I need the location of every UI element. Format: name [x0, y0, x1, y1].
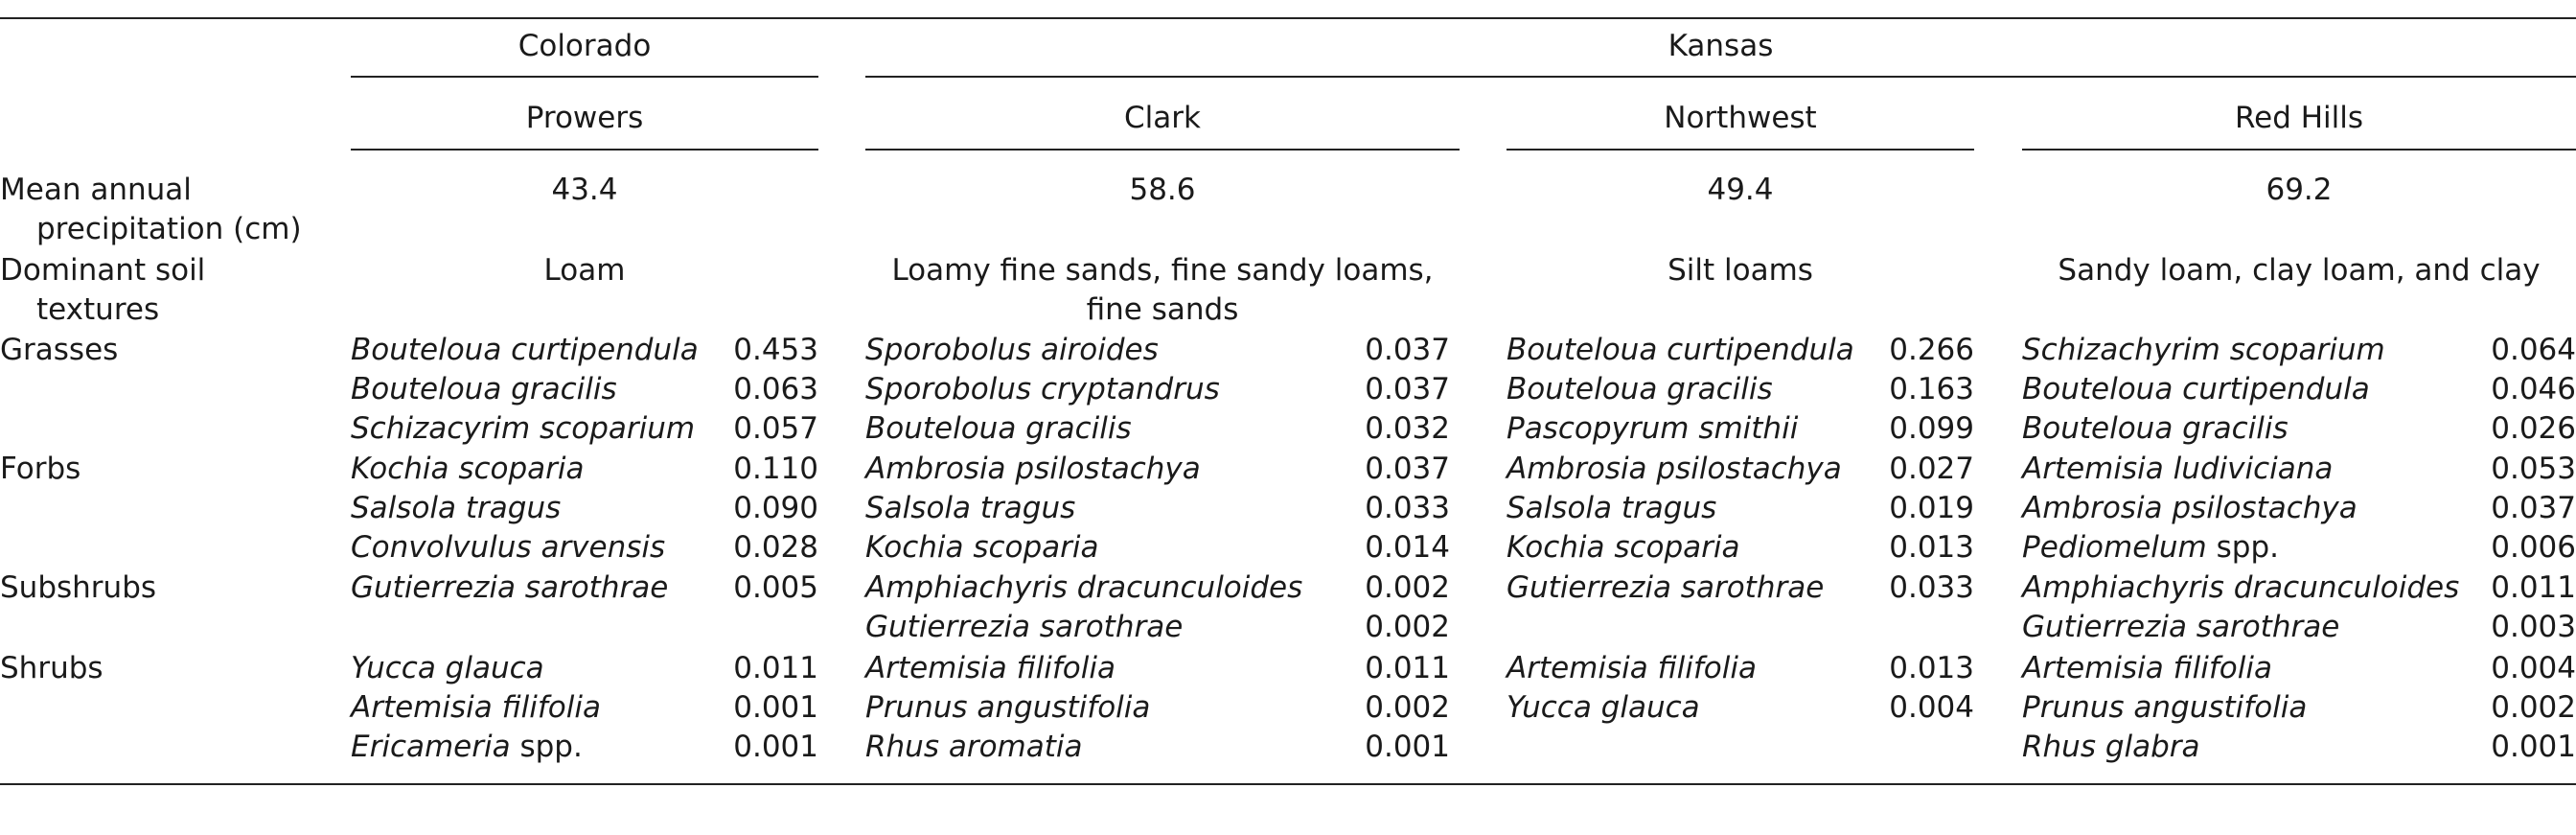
value-redhills-f3: 0.006	[2491, 530, 2576, 565]
value-prowers-g2: 0.063	[733, 372, 818, 406]
species-name: Artemisia filifolia	[2022, 651, 2272, 685]
species-clark-s2	[865, 608, 1183, 647]
species-northwest-s1	[1506, 568, 1824, 608]
value-clark-g1: 0.037	[1365, 333, 1450, 367]
site-header-redhills: Red Hills	[2234, 101, 2364, 135]
species-name: Artemisia filifolia	[1506, 651, 1757, 685]
species-spp-suffix: spp.	[2206, 530, 2279, 565]
species-clark-f1	[865, 450, 1201, 489]
species-name: Kochia scoparia	[351, 452, 585, 486]
species-name: Bouteloua gracilis	[1506, 372, 1773, 406]
species-name: Gutierrezia sarothrae	[1506, 570, 1825, 605]
species-redhills-f1	[2022, 450, 2333, 489]
species-northwest-f1	[1506, 450, 1842, 489]
precip-clark: 58.6	[1129, 173, 1196, 207]
row-label-shrubs: Shrubs	[0, 651, 104, 685]
row-label-subshrubs: Subshrubs	[0, 570, 157, 605]
species-name: Artemisia ludiviciana	[2022, 452, 2334, 486]
species-clark-h1	[865, 649, 1116, 688]
species-northwest-h2	[1506, 688, 1700, 728]
species-northwest-g3	[1506, 409, 1798, 449]
species-prowers-g3	[351, 409, 695, 449]
species-name: Artemisia filifolia	[351, 690, 601, 725]
value-clark-g2: 0.037	[1365, 372, 1450, 406]
value-redhills-s2: 0.003	[2491, 610, 2576, 644]
species-name: Ambrosia psilostachya	[865, 452, 1201, 486]
species-name: Bouteloua curtipendula	[2022, 372, 2370, 406]
species-name: Bouteloua curtipendula	[351, 333, 699, 367]
species-prowers-f2	[351, 489, 561, 528]
species-name: Yucca glauca	[1506, 690, 1700, 725]
value-northwest-f3: 0.013	[1889, 530, 1974, 565]
value-clark-s1: 0.002	[1365, 570, 1450, 605]
soil-northwest: Silt loams	[1668, 253, 1813, 288]
species-prowers-h2	[351, 688, 601, 728]
species-name: Kochia scoparia	[865, 530, 1099, 565]
species-redhills-g2	[2022, 370, 2370, 409]
species-northwest-g2	[1506, 370, 1773, 409]
species-name: Schizachyrim scoparium	[2022, 333, 2385, 367]
species-name: Rhus aromatia	[865, 730, 1083, 764]
species-name: Salsola tragus	[1506, 491, 1717, 525]
site-header-northwest: Northwest	[1664, 101, 1817, 135]
value-northwest-h1: 0.013	[1889, 651, 1974, 685]
top-rule	[0, 17, 2576, 19]
kansas-spanner-rule	[865, 76, 2576, 78]
species-name: Salsola tragus	[351, 491, 562, 525]
value-redhills-h2: 0.002	[2491, 690, 2576, 725]
species-name: Pediomelum	[2022, 530, 2207, 565]
species-redhills-h2	[2022, 688, 2307, 728]
value-prowers-f2: 0.090	[733, 491, 818, 525]
species-name: Ambrosia psilostachya	[1506, 452, 1842, 486]
species-name: Schizacyrim scoparium	[351, 411, 696, 446]
row-label-soil	[0, 251, 205, 330]
row-label-precipitation-line2: precipitation (cm)	[36, 212, 302, 246]
species-redhills-s2	[2022, 608, 2339, 647]
species-prowers-h3	[351, 728, 583, 767]
value-northwest-f2: 0.019	[1889, 491, 1974, 525]
precip-northwest: 49.4	[1707, 173, 1774, 207]
soil-clark	[865, 251, 1460, 330]
species-redhills-h1	[2022, 649, 2272, 688]
species-northwest-f2	[1506, 489, 1716, 528]
species-name: Sporobolus cryptandrus	[865, 372, 1220, 406]
value-prowers-h3: 0.001	[733, 730, 818, 764]
species-name: Yucca glauca	[351, 651, 544, 685]
species-redhills-g1	[2022, 331, 2385, 370]
species-clark-g3	[865, 409, 1132, 449]
species-clark-h3	[865, 728, 1083, 767]
species-name: Pascopyrum smithii	[1506, 411, 1799, 446]
species-redhills-f3	[2022, 528, 2279, 568]
value-prowers-s1: 0.005	[733, 570, 818, 605]
species-name: Amphiachyris dracunculoides	[865, 570, 1303, 605]
value-redhills-f1: 0.053	[2491, 452, 2576, 486]
species-clark-f3	[865, 528, 1099, 568]
species-prowers-f1	[351, 450, 585, 489]
value-clark-f3: 0.014	[1365, 530, 1450, 565]
row-label-precipitation	[0, 171, 302, 249]
row-label-soil-line2: textures	[36, 292, 160, 327]
species-redhills-s1	[2022, 568, 2459, 608]
row-label-forbs: Forbs	[0, 452, 81, 486]
colorado-spanner-rule	[351, 76, 818, 78]
value-prowers-h1: 0.011	[733, 651, 818, 685]
value-northwest-s1: 0.033	[1889, 570, 1974, 605]
value-prowers-h2: 0.001	[733, 690, 818, 725]
site-header-clark: Clark	[1124, 101, 1201, 135]
value-redhills-g1: 0.064	[2491, 333, 2576, 367]
value-clark-s2: 0.002	[1365, 610, 1450, 644]
species-redhills-g3	[2022, 409, 2288, 449]
species-prowers-h1	[351, 649, 544, 688]
species-name: Ericameria	[351, 730, 511, 764]
redhills-rule	[2022, 149, 2576, 151]
species-name: Bouteloua gracilis	[2022, 411, 2288, 446]
value-redhills-h3: 0.001	[2491, 730, 2576, 764]
clark-rule	[865, 149, 1460, 151]
value-prowers-g1: 0.453	[733, 333, 818, 367]
species-name: Artemisia filifolia	[865, 651, 1116, 685]
value-prowers-g3: 0.057	[733, 411, 818, 446]
value-clark-h2: 0.002	[1365, 690, 1450, 725]
value-northwest-f1: 0.027	[1889, 452, 1974, 486]
species-name: Gutierrezia sarothrae	[865, 610, 1184, 644]
species-name: Sporobolus airoides	[865, 333, 1159, 367]
species-name: Prunus angustifolia	[2022, 690, 2308, 725]
species-name: Amphiachyris dracunculoides	[2022, 570, 2460, 605]
species-clark-g2	[865, 370, 1220, 409]
northwest-rule	[1506, 149, 1974, 151]
value-clark-h3: 0.001	[1365, 730, 1450, 764]
species-redhills-h3	[2022, 728, 2200, 767]
species-name: Rhus glabra	[2022, 730, 2200, 764]
species-clark-f2	[865, 489, 1075, 528]
value-clark-g3: 0.032	[1365, 411, 1450, 446]
species-spp-suffix: spp.	[510, 730, 583, 764]
soil-clark-line1: Loamy fine sands, fine sandy loams,	[891, 253, 1434, 288]
value-redhills-s1: 0.011	[2491, 570, 2576, 605]
species-redhills-f2	[2022, 489, 2358, 528]
value-northwest-g1: 0.266	[1889, 333, 1974, 367]
site-header-prowers: Prowers	[525, 101, 644, 135]
precip-prowers: 43.4	[551, 173, 618, 207]
species-name: Kochia scoparia	[1506, 530, 1740, 565]
value-redhills-g3: 0.026	[2491, 411, 2576, 446]
value-northwest-h2: 0.004	[1889, 690, 1974, 725]
precip-redhills: 69.2	[2266, 173, 2333, 207]
soil-clark-line2: fine sands	[1086, 292, 1239, 327]
species-northwest-h1	[1506, 649, 1757, 688]
value-redhills-g2: 0.046	[2491, 372, 2576, 406]
bottom-rule	[0, 783, 2576, 785]
species-prowers-s1	[351, 568, 668, 608]
species-clark-s1	[865, 568, 1302, 608]
state-header-colorado: Colorado	[518, 29, 652, 63]
value-northwest-g3: 0.099	[1889, 411, 1974, 446]
value-northwest-g2: 0.163	[1889, 372, 1974, 406]
species-clark-g1	[865, 331, 1159, 370]
species-prowers-g1	[351, 331, 699, 370]
prowers-rule	[351, 149, 818, 151]
row-label-grasses: Grasses	[0, 333, 119, 367]
value-clark-h1: 0.011	[1365, 651, 1450, 685]
species-name: Gutierrezia sarothrae	[351, 570, 669, 605]
species-name: Bouteloua gracilis	[351, 372, 617, 406]
row-label-precipitation-line1: Mean annual	[0, 173, 192, 207]
species-prowers-f3	[351, 528, 665, 568]
species-name: Salsola tragus	[865, 491, 1076, 525]
value-redhills-f2: 0.037	[2491, 491, 2576, 525]
soil-redhills: Sandy loam, clay loam, and clay	[2058, 253, 2541, 288]
species-name: Bouteloua curtipendula	[1506, 333, 1854, 367]
species-clark-h2	[865, 688, 1150, 728]
species-northwest-f3	[1506, 528, 1740, 568]
species-prowers-g2	[351, 370, 617, 409]
species-northwest-g1	[1506, 331, 1854, 370]
value-clark-f2: 0.033	[1365, 491, 1450, 525]
value-clark-f1: 0.037	[1365, 452, 1450, 486]
state-header-kansas: Kansas	[1668, 29, 1774, 63]
species-name: Convolvulus arvensis	[351, 530, 666, 565]
row-label-soil-line1: Dominant soil	[0, 253, 206, 288]
species-name: Prunus angustifolia	[865, 690, 1151, 725]
soil-prowers: Loam	[543, 253, 626, 288]
value-redhills-h1: 0.004	[2491, 651, 2576, 685]
value-prowers-f3: 0.028	[733, 530, 818, 565]
species-name: Ambrosia psilostachya	[2022, 491, 2358, 525]
species-name: Bouteloua gracilis	[865, 411, 1132, 446]
value-prowers-f1: 0.110	[733, 452, 818, 486]
species-name: Gutierrezia sarothrae	[2022, 610, 2340, 644]
